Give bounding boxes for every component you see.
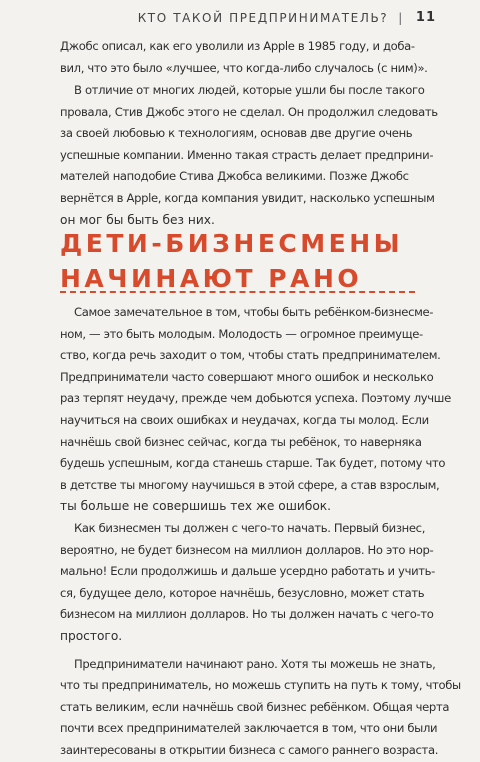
text-line: Самое замечательное в том, чтобы быть ребёнком-бизнесме-	[74, 305, 434, 319]
text-line: в детстве ты многому научишься в этой сфере, а став взрослым,	[60, 477, 440, 492]
text-line: ном, — это быть молодым. Молодость — огромное преимуще-	[60, 326, 423, 341]
text-line: вил, что это было «лучшее, что когда-либо случалось (с ним)».	[60, 60, 428, 75]
page-number: 11	[415, 10, 436, 25]
text-line: Предприниматели часто совершают много ошибок и несколько	[60, 369, 434, 384]
text-line: провала, Стив Джобс этого не сделал. Он продолжил следовать	[60, 104, 438, 119]
text-line: вероятно, не будет бизнесом на миллион долларов. Но это нор-	[60, 542, 434, 557]
text-line: научиться на своих ошибках и неудачах, когда ты молод. Если	[60, 412, 429, 427]
header-separator: |	[398, 10, 404, 25]
text-line: Предприниматели начинают рано. Хотя ты можешь не знать,	[74, 656, 436, 671]
text-line: ство, когда речь заходит о том, чтобы стать предпринимателем.	[60, 348, 441, 363]
text-line: стать великим, если начнёшь свой бизнес ребёнком. Общая черта	[60, 699, 450, 714]
text-line: бизнесом на миллион долларов. Но ты должен начать с чего-то	[60, 607, 434, 622]
intro-paragraph-1	[60, 36, 428, 79]
section-paragraph-2	[60, 518, 435, 648]
section-heading	[60, 226, 403, 296]
text-line: что ты предприниматель, но можешь ступить на путь к тому, чтобы	[60, 678, 461, 693]
heading-line: НАЧИНАЮТ РАНО	[60, 264, 363, 293]
text-line: заинтересованы в открытии бизнеса с самого раннего возраста.	[60, 742, 439, 757]
text-line: простого.	[60, 628, 123, 643]
text-line: ты больше не совершишь тех же ошибок.	[60, 499, 332, 514]
text-line: В отличие от многих людей, которые ушли бы после такого	[74, 83, 425, 97]
intro-paragraph-2	[60, 80, 438, 231]
section-divider	[60, 291, 415, 293]
text-line: успешные компании. Именно такая страсть делает предприни-	[60, 147, 434, 162]
chapter-title: КТО ТАКОЙ ПРЕДПРИНИМАТЕЛЬ?	[137, 10, 389, 25]
heading-line: ДЕТИ-БИЗНЕСМЕНЫ	[60, 229, 404, 258]
text-line: ся, будущее дело, которое начнёшь, безусловно, может стать	[60, 585, 425, 600]
running-header	[138, 10, 436, 25]
text-line: вернётся в Apple, когда компания увидит, насколько успешным	[60, 190, 435, 205]
text-line: он мог бы быть без них.	[60, 212, 215, 227]
text-line: мателей наподобие Стива Джобса великими. Позже Джобс	[60, 169, 409, 184]
text-line: за своей любовью к технологиям, основав две другие очень	[60, 126, 413, 141]
section-paragraph-1	[60, 302, 451, 518]
text-line: раз терпят неудачу, прежде чем добьются успеха. Поэтому лучше	[60, 391, 451, 406]
text-line: почти всех предпринимателей заключается в том, что они были	[60, 721, 438, 736]
text-line: Как бизнесмен ты должен с чего-то начать. Первый бизнес,	[74, 521, 426, 535]
text-line: Джобс описал, как его уволили из Apple в 1985 году, и доба-	[60, 39, 415, 53]
text-line: будешь успешным, когда станешь старше. Так будет, потому что	[60, 456, 446, 471]
text-line: мально! Если продолжишь и дальше усердно работать и учить-	[60, 564, 435, 579]
text-line: начнёшь свой бизнес сейчас, когда ты ребёнок, то наверняка	[60, 434, 422, 449]
section-paragraph-3	[60, 654, 461, 762]
